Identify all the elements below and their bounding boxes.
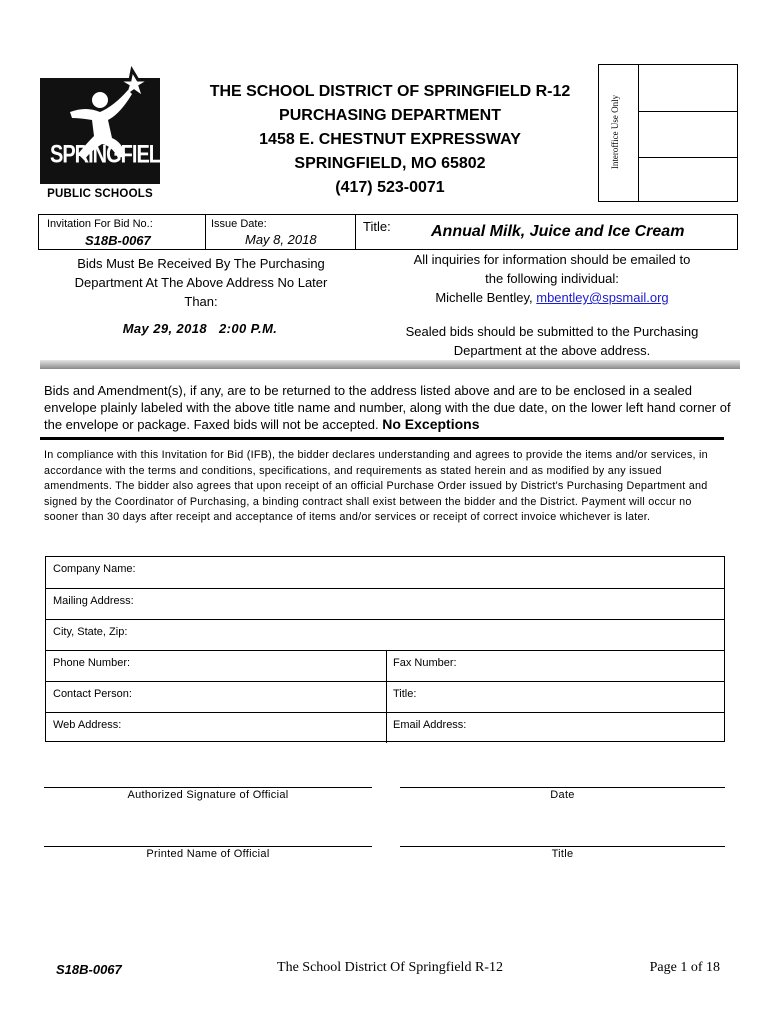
bid-info-table — [38, 214, 738, 250]
footer-page-number: Page 1 of 18 — [649, 960, 720, 975]
phone-fax-row[interactable] — [46, 650, 724, 681]
company-name-label: Company Name: — [53, 563, 136, 575]
bidder-info-form — [45, 556, 725, 742]
header-street: 1458 E. CHESTNUT EXPRESSWAY — [259, 131, 521, 148]
mailing-address-label: Mailing Address: — [53, 595, 134, 607]
web-address-label: Web Address: — [53, 719, 122, 731]
footer-district: The School District Of Springfield R-12 — [277, 960, 503, 975]
compliance-statement: In compliance with this Invitation for Bid (IFB), the bidder declares understanding and agrees to provide the items and/or services, in accordance with the terms and conditions, specifications, and requirements as stated herein and as modified by any issued amendments. The bidder also agrees that upon receipt of an official Purchase Order issued by District's Purchasing Department and signed by the Coordinator of Purchasing, a binding contract shall exist between the bidder and the District. Payment will occur no sooner than 30 days after receipt and acceptance of items and/or services or receipt of correct invoice whichever is later. — [44, 449, 708, 523]
deadline-line-3: Than: — [184, 294, 218, 309]
mailing-address-row[interactable] — [46, 588, 724, 619]
deadline-instructions — [46, 254, 356, 311]
logo-subtitle: PUBLIC SCHOOLS — [47, 188, 153, 200]
sealed-bids-note — [368, 322, 736, 360]
authorized-signature-line[interactable] — [44, 787, 372, 788]
issue-date-label: Issue Date: — [211, 218, 267, 230]
bid-number: S18B-0067 — [85, 233, 151, 248]
deadline-line-1: Bids Must Be Received By The Purchasing — [77, 256, 325, 271]
issue-date: May 8, 2018 — [245, 232, 317, 247]
no-exceptions-text: No Exceptions — [382, 416, 480, 432]
authorized-signature-label: Authorized Signature of Official — [127, 789, 289, 801]
sealed-line-1: Sealed bids should be submitted to the Purchasing — [405, 324, 699, 339]
city-state-zip-row[interactable] — [46, 619, 724, 650]
header-department: PURCHASING DEPARTMENT — [279, 107, 501, 124]
header-city: SPRINGFIELD, MO 65802 — [294, 155, 486, 172]
interoffice-label: Interoffice Use Only — [610, 94, 620, 170]
title-signature-label: Title — [551, 848, 574, 860]
inquiry-line-2: the following individual: — [485, 271, 619, 286]
interoffice-use-box — [598, 64, 738, 202]
bids-return-text: Bids and Amendment(s), if any, are to be returned to the address listed above and are to be enclosed in a sealed envelope plainly labeled with the above title name and number, along with the due date, on the lower left hand corner of the envelope or package. Faxed bids will not be accepted. — [44, 383, 731, 432]
due-date: May 29, 2018 2:00 P.M. — [122, 321, 278, 336]
printed-name-line[interactable] — [44, 846, 372, 847]
section-divider — [40, 360, 740, 369]
header-district-name: THE SCHOOL DISTRICT OF SPRINGFIELD R-12 — [209, 83, 571, 100]
black-divider — [40, 437, 724, 440]
logo-name: SPRINGFIELD — [50, 141, 174, 169]
bids-return-instructions — [44, 382, 734, 433]
contact-name: Michelle Bentley, — [435, 290, 533, 305]
phone-number-label: Phone Number: — [53, 657, 131, 669]
printed-name-label: Printed Name of Official — [146, 848, 270, 860]
contact-title-row[interactable] — [46, 681, 724, 712]
deadline-line-2: Department At The Above Address No Later — [74, 275, 328, 290]
sealed-line-2: Department at the above address. — [453, 343, 651, 358]
title-signature-line[interactable] — [400, 846, 725, 847]
inquiry-line-1: All inquiries for information should be emailed to — [413, 252, 691, 267]
bid-title: Annual Milk, Juice and Ice Cream — [431, 223, 685, 240]
footer-bid-number: S18B-0067 — [56, 962, 122, 977]
title-field-label: Title: — [393, 688, 417, 700]
district-header — [185, 80, 595, 200]
contact-email-link[interactable]: mbentley@spsmail.org — [536, 290, 669, 305]
email-address-label: Email Address: — [393, 719, 467, 731]
contact-person-label: Contact Person: — [53, 688, 132, 700]
company-name-row[interactable] — [46, 557, 724, 588]
header-phone: (417) 523-0071 — [335, 179, 445, 196]
date-label: Date — [550, 789, 575, 801]
bid-number-label: Invitation For Bid No.: — [47, 218, 153, 230]
city-state-zip-label: City, State, Zip: — [53, 626, 128, 638]
inquiry-contact — [368, 288, 736, 307]
title-label: Title: — [363, 219, 391, 234]
inquiry-instructions — [368, 250, 736, 307]
fax-number-label: Fax Number: — [393, 657, 457, 669]
web-email-row[interactable] — [46, 712, 724, 743]
date-line[interactable] — [400, 787, 725, 788]
district-logo — [40, 66, 174, 206]
